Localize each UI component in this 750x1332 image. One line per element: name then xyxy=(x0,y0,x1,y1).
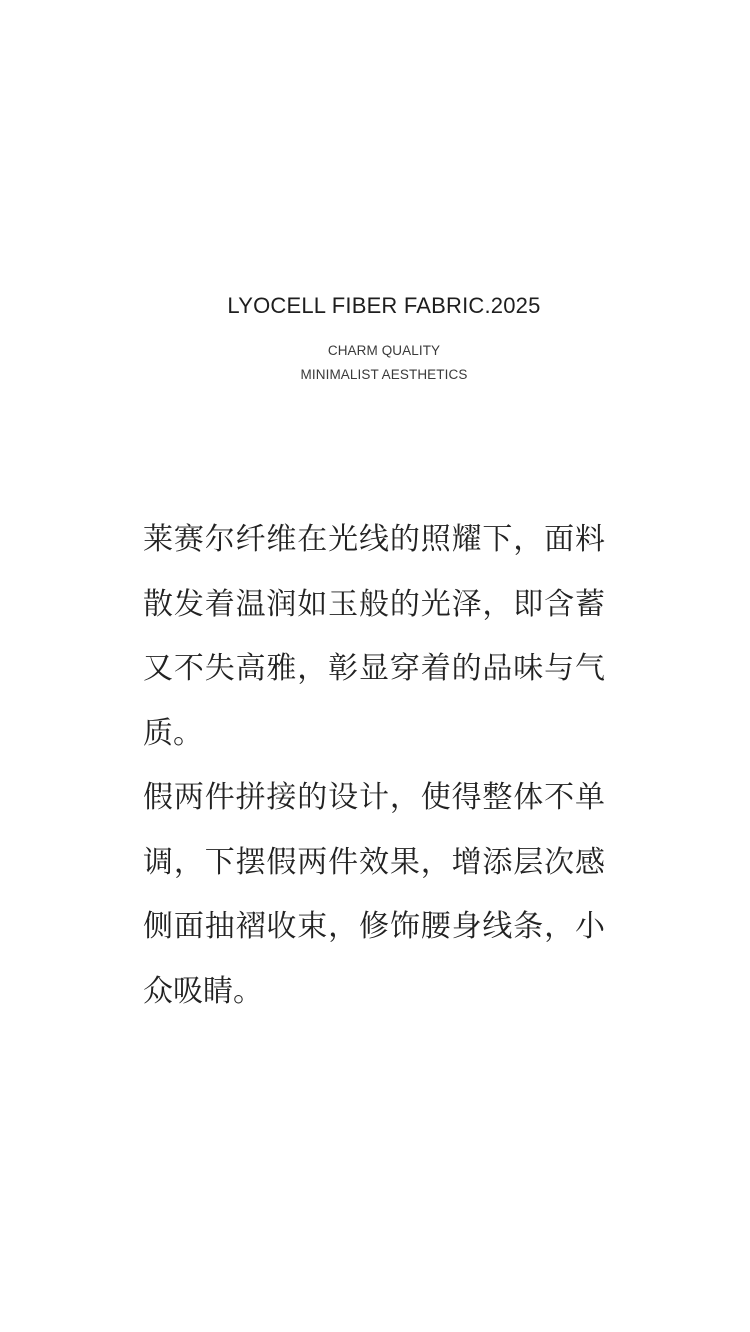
subtitle-minimalist-aesthetics: MINIMALIST AESTHETICS xyxy=(300,367,468,382)
page-title: LYOCELL FIBER FABRIC.2025 xyxy=(227,293,541,318)
description-paragraph-fabric: 莱赛尔纤维在光线的照耀下，面料散发着温润如玉般的光泽，即含蓄又不失高雅，彰显穿着的品味与气质。 xyxy=(143,522,605,751)
subtitle-charm-quality: CHARM QUALITY xyxy=(327,343,441,358)
description-paragraph-design: 假两件拼接的设计，使得整体不单调，下摆假两件效果，增添层次感侧面抽褶收束，修饰腰身线条，小众吸睛。 xyxy=(143,780,605,1009)
description-block xyxy=(143,508,605,1024)
